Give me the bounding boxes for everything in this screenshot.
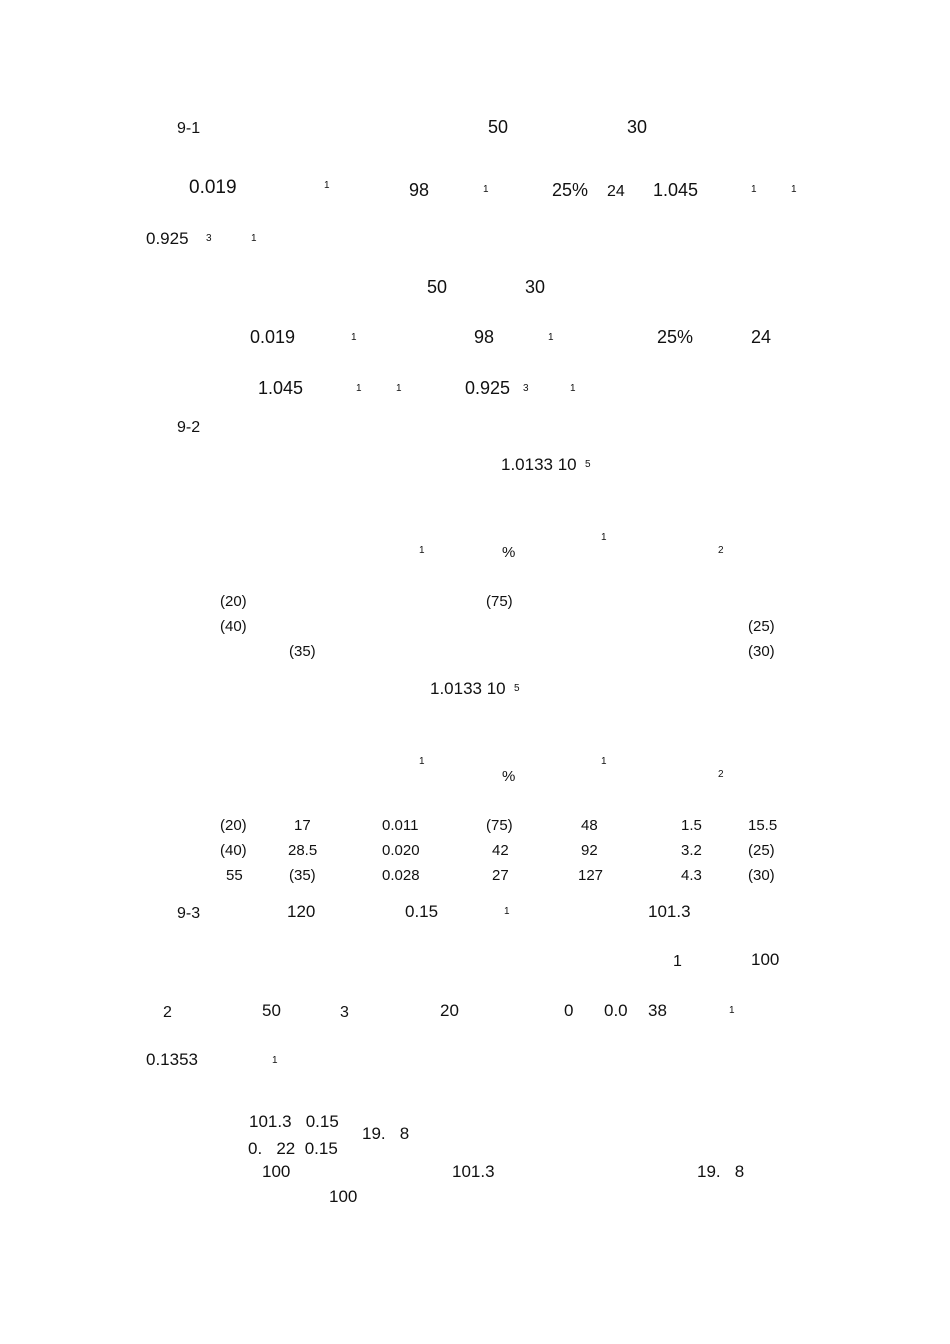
value-text: 19. 8 bbox=[697, 1162, 745, 1181]
superscript-text: 1 bbox=[570, 383, 576, 394]
value-text: 100 bbox=[262, 1162, 291, 1181]
value-text: 98 bbox=[474, 327, 495, 347]
problem-label-9-3: 9-3 bbox=[177, 905, 201, 922]
table-cell: 0.028 bbox=[382, 867, 420, 884]
value-text: 0 bbox=[564, 1001, 574, 1020]
superscript-text: 5 bbox=[514, 683, 520, 694]
header-text: % bbox=[502, 768, 516, 785]
value-text: 1.045 bbox=[258, 378, 304, 398]
table-cell: (30) bbox=[748, 867, 775, 884]
superscript-text: 3 bbox=[206, 233, 212, 244]
table-cell: (20) bbox=[220, 593, 247, 610]
table-cell: 28.5 bbox=[288, 842, 318, 859]
header-text: % bbox=[502, 544, 516, 561]
value-text: 2 bbox=[163, 1004, 172, 1021]
formula-numerator: 101.3 0.15 bbox=[249, 1112, 339, 1131]
superscript-text: 1 bbox=[548, 332, 554, 343]
problem-label-9-1: 9-1 bbox=[177, 120, 201, 137]
value-text: 0.0 bbox=[604, 1001, 628, 1020]
superscript-text: 1 bbox=[356, 383, 362, 394]
table-cell: 92 bbox=[581, 842, 598, 859]
value-text: 101.3 bbox=[452, 1162, 495, 1181]
superscript-text: 1 bbox=[272, 1055, 278, 1066]
superscript-text: 3 bbox=[523, 383, 529, 394]
header-superscript: 1 bbox=[601, 532, 607, 543]
value-text: 100 bbox=[751, 950, 780, 969]
formula-denominator: 0. 22 0.15 bbox=[248, 1139, 338, 1158]
table-cell: 48 bbox=[581, 817, 598, 834]
table-cell: (75) bbox=[486, 817, 513, 834]
table-cell: 1.5 bbox=[681, 817, 702, 834]
table-cell: 15.5 bbox=[748, 817, 778, 834]
value-text: 100 bbox=[329, 1187, 358, 1206]
table-cell: 127 bbox=[578, 867, 604, 884]
value-text: 30 bbox=[627, 117, 648, 137]
value-text: 1.045 bbox=[653, 180, 699, 200]
header-superscript: 2 bbox=[718, 545, 724, 556]
table-cell: (40) bbox=[220, 618, 247, 635]
table-cell: 17 bbox=[294, 817, 311, 834]
superscript-text: 5 bbox=[585, 459, 591, 470]
table-cell: 42 bbox=[492, 842, 509, 859]
table-cell: 0.020 bbox=[382, 842, 420, 859]
table-cell: 55 bbox=[226, 867, 243, 884]
table-cell: (40) bbox=[220, 842, 247, 859]
value-text: 0.925 bbox=[146, 229, 189, 248]
superscript-text: 1 bbox=[504, 906, 510, 917]
value-text: 101.3 bbox=[648, 902, 691, 921]
superscript-text: 1 bbox=[396, 383, 402, 394]
header-superscript: 2 bbox=[718, 769, 724, 780]
value-text: 20 bbox=[440, 1001, 459, 1020]
superscript-text: 1 bbox=[729, 1005, 735, 1016]
header-superscript: 1 bbox=[601, 756, 607, 767]
value-text: 25% bbox=[657, 327, 694, 347]
value-text: 0.15 bbox=[405, 902, 439, 921]
problem-label-9-2: 9-2 bbox=[177, 419, 201, 436]
table-cell: (75) bbox=[486, 593, 513, 610]
pressure-text: 1.0133 10 bbox=[430, 679, 506, 698]
value-text: 0.019 bbox=[189, 177, 237, 198]
value-text: 3 bbox=[340, 1004, 349, 1021]
table-cell: (35) bbox=[289, 643, 316, 660]
table-cell: (35) bbox=[289, 867, 316, 884]
table-cell: (25) bbox=[748, 842, 775, 859]
table-cell: (25) bbox=[748, 618, 775, 635]
superscript-text: 1 bbox=[324, 180, 330, 191]
value-text: 50 bbox=[262, 1001, 281, 1020]
value-text: 120 bbox=[287, 902, 316, 921]
table-cell: 3.2 bbox=[681, 842, 702, 859]
superscript-text: 1 bbox=[251, 233, 257, 244]
value-text: 50 bbox=[427, 277, 448, 297]
table-cell: 0.011 bbox=[382, 817, 419, 834]
table-cell: 27 bbox=[492, 867, 509, 884]
superscript-text: 1 bbox=[483, 184, 489, 195]
header-superscript: 1 bbox=[419, 756, 425, 767]
table-cell: (30) bbox=[748, 643, 775, 660]
value-text: 0.925 bbox=[465, 378, 511, 398]
table-cell: 4.3 bbox=[681, 867, 702, 884]
value-text: 0.019 bbox=[250, 327, 296, 347]
value-text: 38 bbox=[648, 1001, 667, 1020]
value-text: 0.1353 bbox=[146, 1050, 198, 1069]
superscript-text: 1 bbox=[791, 184, 797, 195]
value-text: 30 bbox=[525, 277, 546, 297]
superscript-text: 1 bbox=[751, 184, 757, 195]
value-text: 24 bbox=[751, 327, 772, 347]
superscript-text: 1 bbox=[351, 332, 357, 343]
pressure-text: 1.0133 10 bbox=[501, 455, 577, 474]
value-text: 1 bbox=[673, 953, 682, 970]
table-cell: (20) bbox=[220, 817, 247, 834]
formula-result: 19. 8 bbox=[362, 1124, 410, 1143]
value-text: 98 bbox=[409, 180, 430, 200]
value-text: 25% bbox=[552, 180, 589, 200]
value-text: 24 bbox=[607, 183, 625, 200]
value-text: 50 bbox=[488, 117, 509, 137]
header-superscript: 1 bbox=[419, 545, 425, 556]
